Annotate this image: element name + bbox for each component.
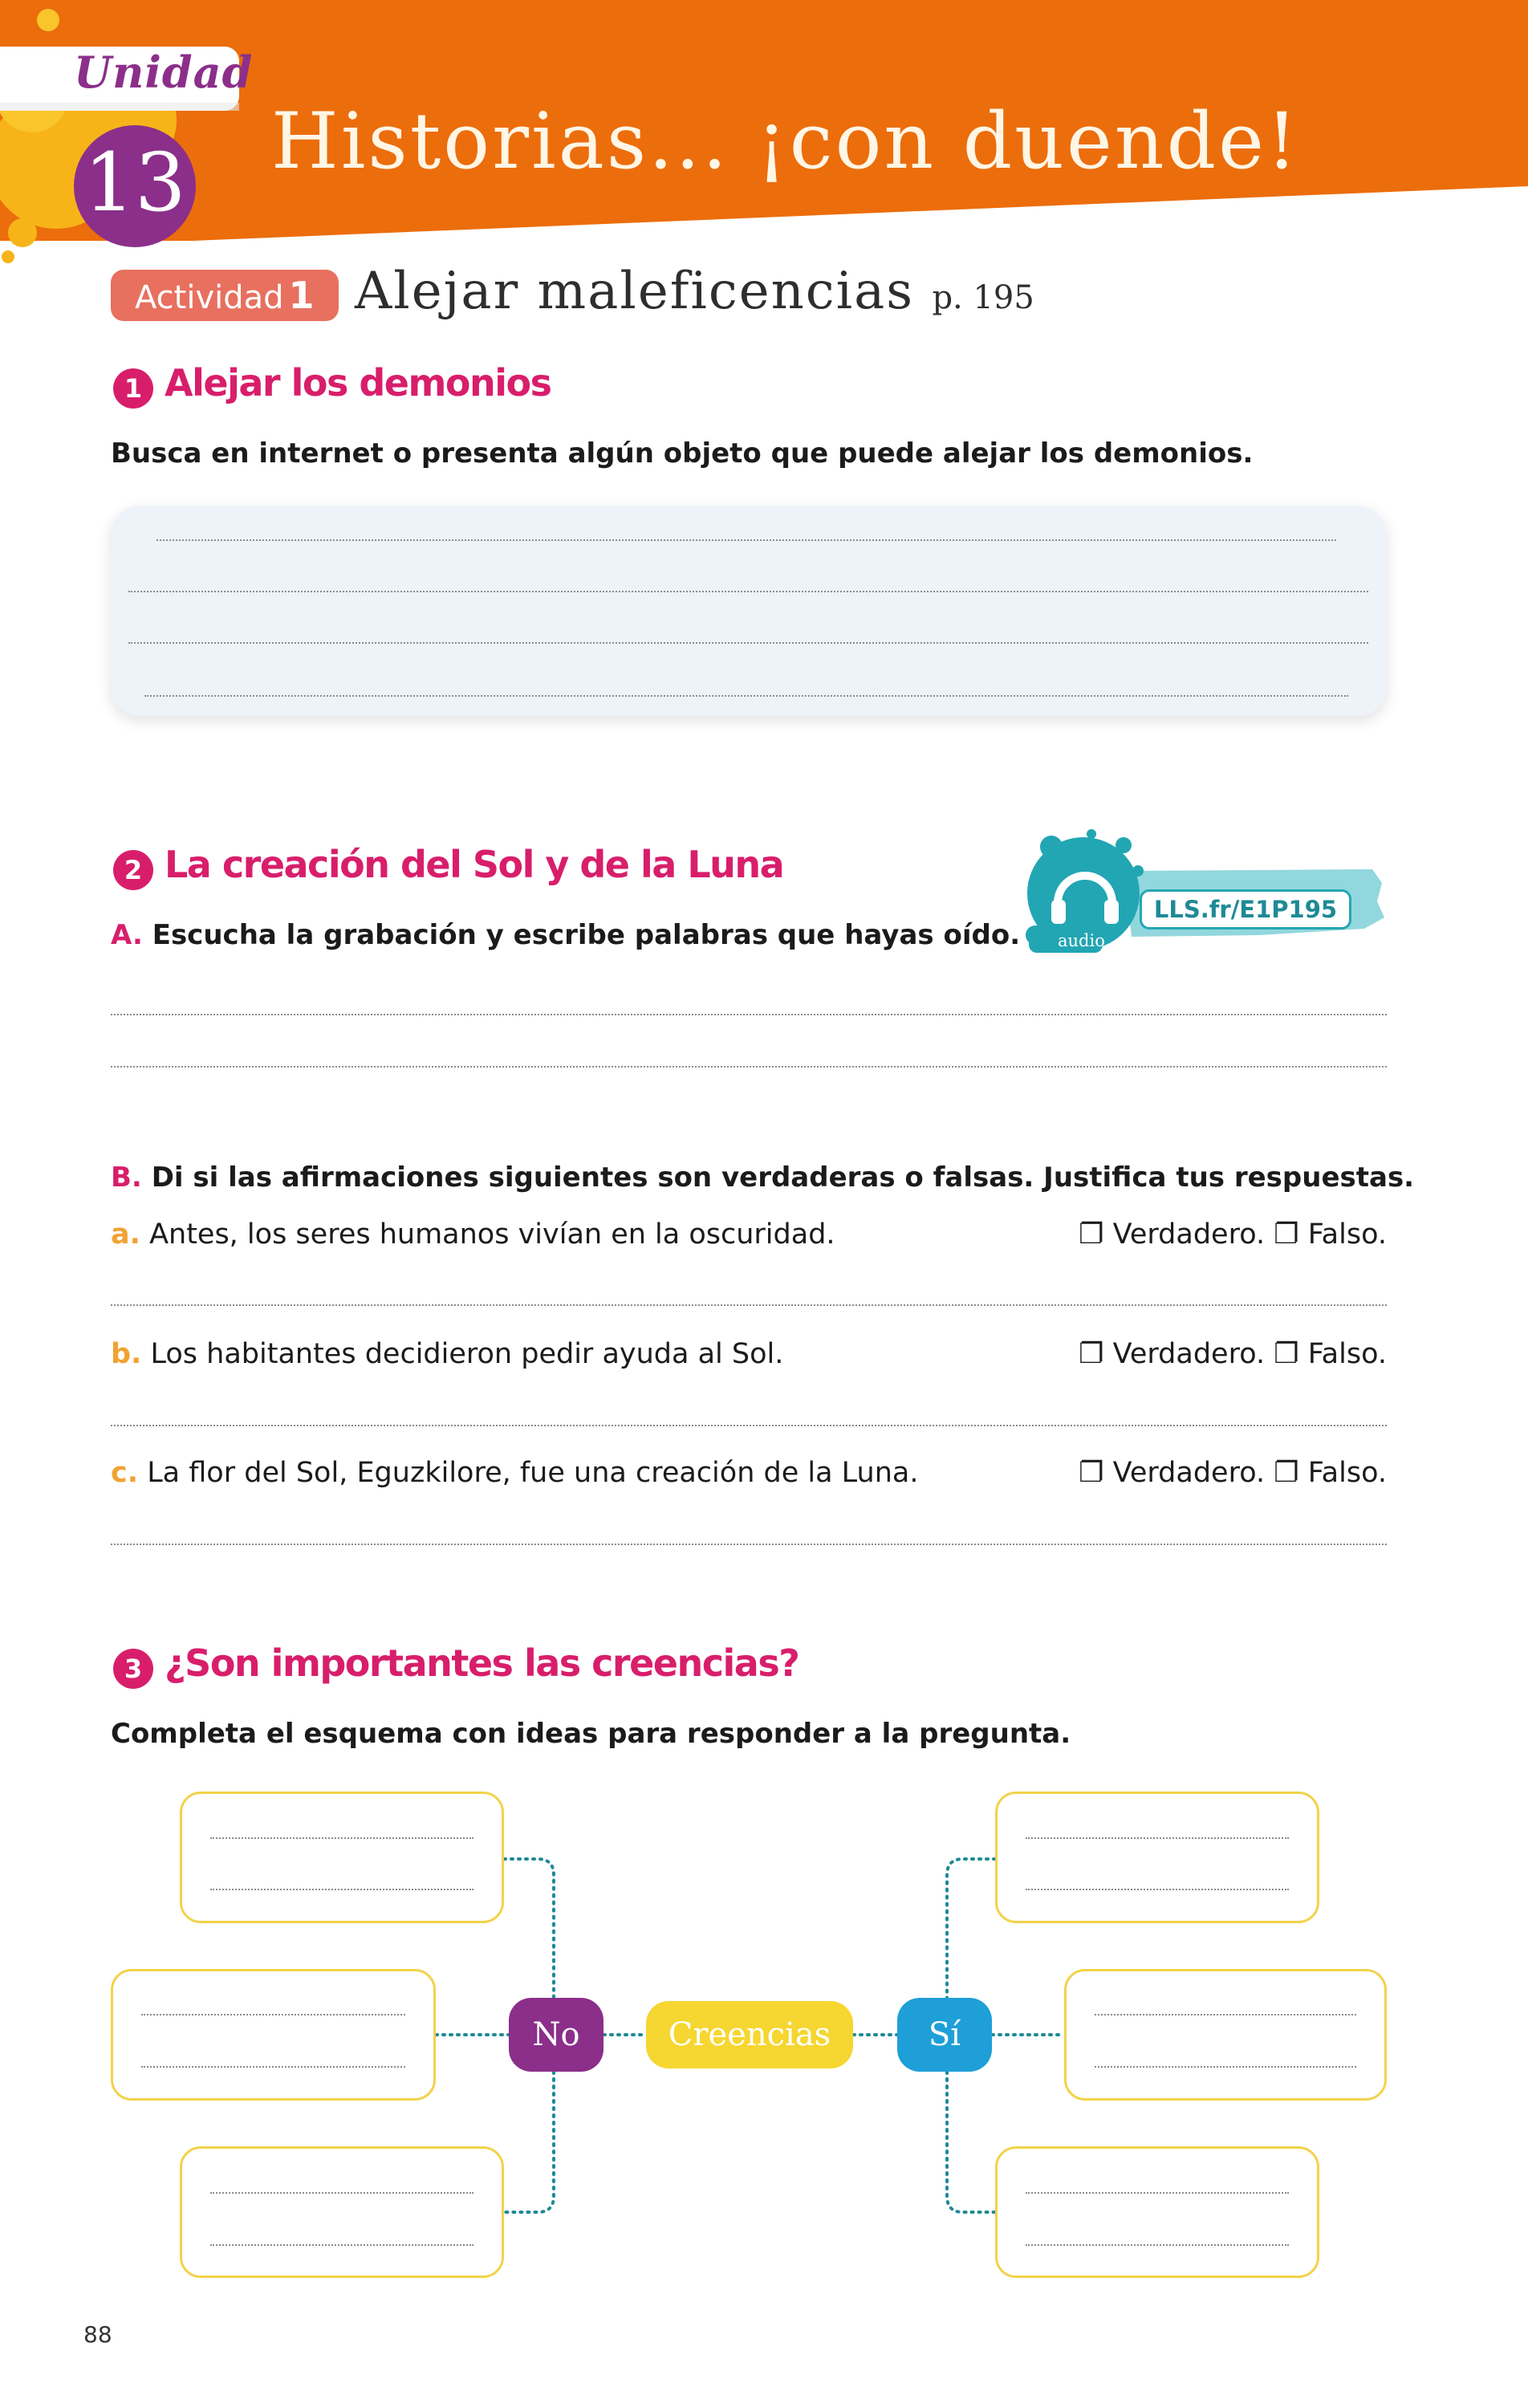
audio-link[interactable]: LLS.fr/E1P195 [1140, 889, 1351, 929]
answer-line[interactable] [1026, 1889, 1289, 1890]
idea-box-no-3[interactable] [180, 2146, 504, 2278]
idea-box-si-3[interactable] [995, 2146, 1319, 2278]
section-1-title: Alejar los demonios [165, 361, 551, 405]
statement-letter: a. [111, 1218, 140, 1251]
part-a-text: Escucha la grabación y escribe palabras que hayas oído. [152, 919, 1021, 951]
activity-badge-number: 1 [288, 274, 315, 317]
answer-line[interactable] [210, 2192, 473, 2194]
page-number: 88 [83, 2321, 112, 2348]
true-false-options[interactable]: ❐ Verdadero. ❐ Falso. [1079, 1218, 1387, 1251]
true-false-options[interactable]: ❐ Verdadero. ❐ Falso. [1079, 1457, 1387, 1489]
unit-label: Unidad [74, 47, 254, 98]
answer-line[interactable] [1095, 2014, 1356, 2015]
answer-line[interactable] [210, 1837, 473, 1839]
part-b-letter: B. [111, 1161, 142, 1194]
statement-letter: b. [111, 1338, 142, 1370]
answer-line[interactable] [141, 2066, 405, 2068]
unit-number: 13 [83, 136, 186, 230]
section-3-instruction: Completa el esquema con ideas para responder a la pregunta. [111, 1718, 1071, 1750]
page-title: Historias... ¡con duende! [271, 96, 1300, 186]
activity-page-ref: p. 195 [932, 279, 1034, 316]
section-2-title: La creación del Sol y de la Luna [165, 843, 784, 886]
answer-line[interactable] [210, 1889, 473, 1890]
section-3-title: ¿Son importantes las creencias? [165, 1641, 799, 1685]
statement-text: La flor del Sol, Eguzkilore, fue una creación de la Luna. [147, 1457, 919, 1489]
true-false-options[interactable]: ❐ Verdadero. ❐ Falso. [1079, 1338, 1387, 1370]
answer-line[interactable] [1026, 1837, 1289, 1839]
idea-box-si-2[interactable] [1064, 1969, 1387, 2101]
activity-title-text: Alejar maleficencias [355, 262, 915, 321]
section-1-instruction: Busca en internet o presenta algún objeto que puede alejar los demonios. [111, 437, 1254, 470]
statement-text: Los habitantes decidieron pedir ayuda al Sol. [150, 1338, 784, 1370]
section-3-number: 3 [113, 1649, 153, 1689]
answer-line[interactable] [1026, 2192, 1289, 2194]
section-2-number: 2 [113, 850, 153, 890]
no-pill: No [509, 1998, 603, 2072]
statement-text: Antes, los seres humanos vivían en la oscuridad. [149, 1218, 835, 1251]
answer-line[interactable] [1026, 2244, 1289, 2246]
idea-box-no-2[interactable] [111, 1969, 436, 2101]
audio-label: audio [1058, 931, 1105, 950]
section-1-number: 1 [113, 368, 153, 409]
si-pill: Sí [897, 1998, 992, 2072]
answer-line[interactable] [141, 2014, 405, 2015]
part-b-text: Di si las afirmaciones siguientes son verdaderas o falsas. Justifica tus respuestas. [151, 1161, 1415, 1194]
statement-letter: c. [111, 1457, 139, 1489]
idea-box-no-1[interactable] [180, 1792, 504, 1923]
idea-box-si-1[interactable] [995, 1792, 1319, 1923]
part-a-letter: A. [111, 919, 143, 951]
activity-badge-label: Actividad [135, 279, 284, 316]
answer-line[interactable] [1095, 2066, 1356, 2068]
answer-line[interactable] [210, 2244, 473, 2246]
center-pill: Creencias [646, 2001, 853, 2068]
